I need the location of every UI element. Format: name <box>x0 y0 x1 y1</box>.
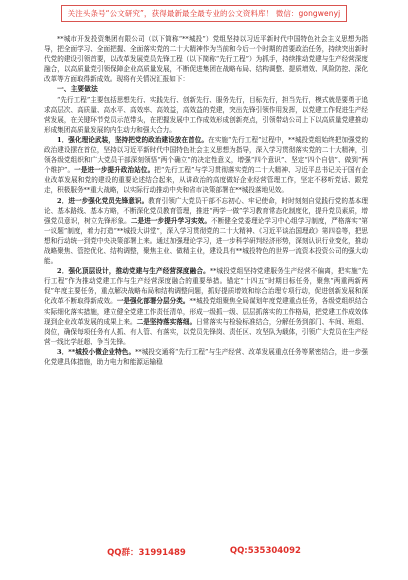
theory-title: 1．强化理论武装，坚持把党的政治建设放在首位。 <box>57 135 209 144</box>
political-stance-body: 把“先行工程”与学习贯彻落实党的二十大精神、习近平总书记关于国有企业改革发展和党的建设的重要论述结合起来，从讲政治的高度做好企业经营管理工作，坚定不移听党话、跟党走，积极服务**重大战略，以实际行动推动中央和省市决策部署在**城投落地见效。 <box>44 166 368 195</box>
implementation-title: 二是坚持落实落细。 <box>136 317 197 326</box>
document-body <box>44 34 368 538</box>
design-title: 2．强化顶层设计，推动党建与生产经营深度融合。 <box>57 267 210 276</box>
theory-paragraph <box>44 135 368 196</box>
awareness-paragraph <box>44 196 368 267</box>
feature-paragraph <box>44 347 368 367</box>
design-body: **城投党组坚持党建服务生产经营不偏离，把实施“先行工程”作为推动党建工作与生产经营深度融合的重要举措。锚定“十四五”时期目标任务，聚焦“两重两新两促”年度主要任务，重点解决战略布局和结构调整问题，抓好提质增效和综合治理专项行动，促进创新发展和深化改革不断取得新成效。 <box>44 267 368 306</box>
footer <box>0 546 408 566</box>
awareness-title: 2．进一步强化党员先锋意识。 <box>57 196 149 205</box>
political-stance-title: 一是进一步提升政治站位。 <box>74 166 155 175</box>
top-banner <box>0 0 408 26</box>
implementation-body: 日常落实与检验标准结合，分解任务到部门、车间、班组、岗位，确保每项任务有人抓、有人管、有落实，以党员先锋岗、责任区、攻坚队为载体，引领广大党员在生产经营一线比学赶超、争当先锋。 <box>44 317 368 346</box>
theory-body: 在实施“先行工程”过程中，**城投党组始终把加强党的政治建设摆在首位，坚持以习近平新时代中国特色社会主义思想为指导，深入学习贯彻落实党的二十大精神，引领各级党组织和广大党员干部深刻领悟“两个确立”的决定性意义，增强“四个意识”、坚定“四个自信”、做到“两个维护”。 <box>44 135 368 175</box>
pioneer-project-paragraph: “先行工程”主要包括思想先行、实践先行、创新先行、服务先行，目标先行，担当先行，模式就是要勇于追求高层次、高质量、高水平、高效率、高效益，高效益的党建，突出先锋引领作用发挥，以党建工作促进生产经营发展，在关键环节党员示范带头，在把握发展中工作成效形成创新亮点，引领带动公司上下以高质量党建推动形成集团高质量发展的内生动力和强大合力。 <box>44 95 368 134</box>
qq-group-number: QQ群：31991489 <box>107 548 186 558</box>
study-title: 二是进一步提升学习实效。 <box>130 216 211 225</box>
qq-number: QQ:535304092 <box>229 546 301 556</box>
feature-body: **城投交通将“先行工程”与生产经营、改革发展重点任务等紧密结合，进一步强化党建具体措施，助力电力和能源运输稳 <box>44 347 368 366</box>
design-paragraph <box>44 266 368 347</box>
layered-title: 一是强化部署分层分类。 <box>116 297 190 306</box>
intro-paragraph: **城市开发投资集团有限公司（以下简称“**城投”）党组坚持以习近平新时代中国特色社会主义思想为指导，把全面学习、全面把握、全面落实党的二十大精神作为当前和今后一个时期的首要政治任务，持续突出新时代党的建设引领首要，以改革发展党员先锋工程（以下简称“先行工程”）为抓手，持续推动党建与生产经营深度融合，以高质量党引领保障企业高质量发展，不断促进集团在战略布局、结构调整、提质增效、风险防控、深化改革等方面取得新成效。现将有关情况汇报如下： <box>44 35 368 84</box>
feature-title: 3．**城投小微企业特色。 <box>57 347 136 356</box>
study-body: 不断健全党委理论学习中心组学习制度，严格落实“第一议题”制度，着力打造“**城投大讲堂”，深入学习贯彻党的二十大精神、《习近平谈治国理政》第四卷等，把思想和行动统一到党中央决策部署上来。通过加强理论学习，进一步科学研判经济形势，深刻认识行业变化，推动战略聚焦、管控优化、结构调整，聚焦主业、做精主业，建设具有**城投特色的世界一流资本投资公司的强大动能。 <box>44 216 368 266</box>
banner-text: 关注头条号“公文研究”，获得最新最全最专业的公文资料库！ 微信：gongwenyj <box>61 5 348 22</box>
section-heading-main-practices: 一、主要做法 <box>57 85 98 94</box>
layered-body: **城投党组聚焦全局谋划年度党建重点任务，各级党组织结合实际细化落实措施，建立健全党建工作责任清单，形成一级抓一级、层层抓落实的工作格局，把党建工作成效体现到企业改革发展的成果上来。 <box>44 297 368 326</box>
awareness-body: 教育引领广大党员干部不忘初心、牢记使命，时时刻刻自觉践行党的基本理论、基本路线、基本方略，不断深化党员教育管理，推进“两学一做”学习教育常态化制度化，提升党员素质，增强党员意识，树立先锋形象。 <box>44 196 368 225</box>
